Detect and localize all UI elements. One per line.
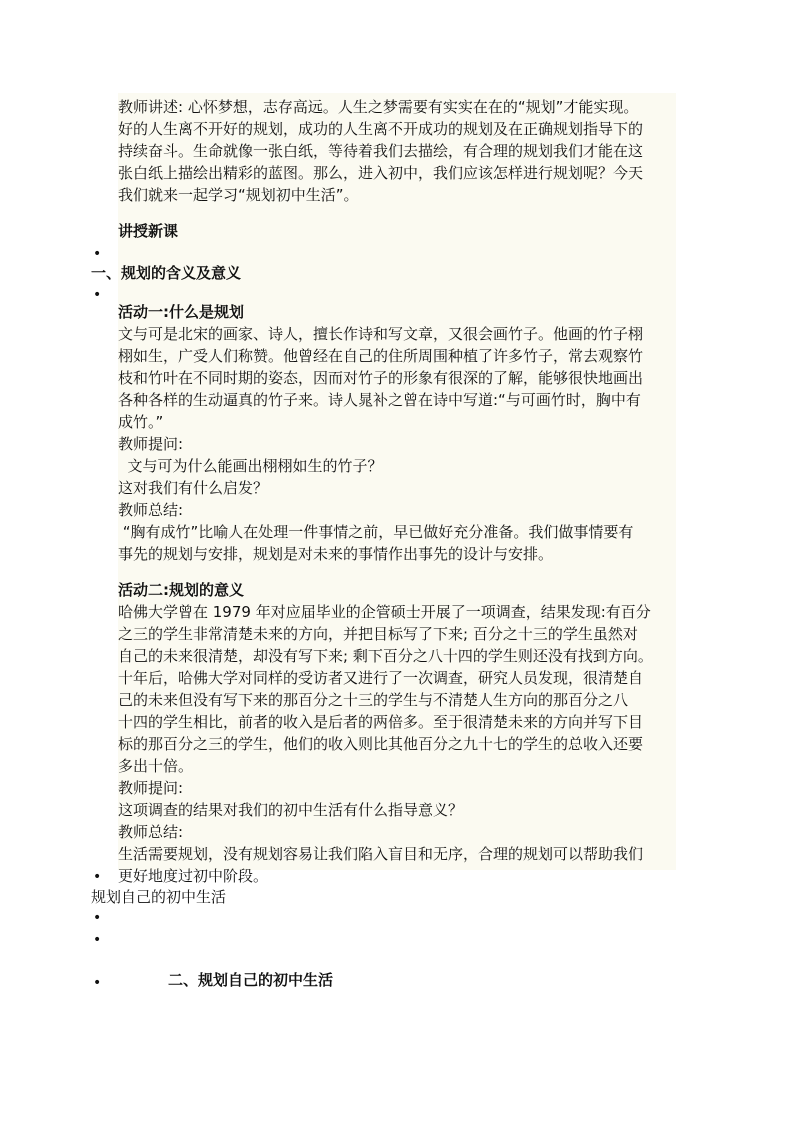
intro-line: 我们就来一起学习“规划初中生活”。 xyxy=(118,186,359,204)
section1-heading: 一、规划的含义及意义 xyxy=(91,264,242,282)
summary-line: “胸有成竹”比喻人在处理一件事情之前，早已做好充分准备。我们做事情要有 xyxy=(118,523,634,541)
teacher-summary-label: 教师总结: xyxy=(118,823,184,841)
activity2-story-line: 自己的未来很清楚，却没有写下来; 剩下百分之八十四的学生则还没有找到方向。 xyxy=(118,647,653,665)
question-text: 这项调查的结果对我们的初中生活有什么指导意义？ xyxy=(118,801,464,819)
activity2-story-line: 多出十倍。 xyxy=(118,757,194,775)
teacher-summary-label: 教师总结: xyxy=(118,501,184,519)
intro-line: 教师讲述: 心怀梦想，志存高远。人生之梦需要有实实在在的“规划”才能实现。 xyxy=(118,98,639,116)
summary-line: 生活需要规划，没有规划容易让我们陷入盲目和无序，合理的规划可以帮助我们 xyxy=(118,845,644,863)
intro-line: 好的人生离不开好的规划，成功的人生离不开成功的规划及在正确规划指导下的 xyxy=(118,120,644,138)
activity2-story-line: 之三的学生非常清楚未来的方向，并把目标写了下来; 百分之十三的学生虽然对 xyxy=(118,625,638,643)
section2-heading: 二、规划自己的初中生活 xyxy=(168,971,334,989)
intro-line: 张白纸上描绘出精彩的蓝图。那么，进入初中，我们应该怎样进行规划呢？今天 xyxy=(118,164,644,182)
bullet-marker xyxy=(93,291,101,299)
teacher-question-label: 教师提问: xyxy=(118,779,184,797)
plain-heading: 规划自己的初中生活 xyxy=(91,888,227,906)
activity2-story-line: 十四的学生相比，前者的收入是后者的两倍多。至于很清楚未来的方向并写下目 xyxy=(118,713,644,731)
bullet-marker xyxy=(93,250,101,258)
activity2-title: 活动二:规划的意义 xyxy=(118,581,244,599)
intro-line: 持续奋斗。生命就像一张白纸，等待着我们去描绘，有合理的规划我们才能在这 xyxy=(118,142,644,160)
new-lesson-heading: 讲授新课 xyxy=(118,222,179,240)
question-text: 这对我们有什么启发？ xyxy=(118,479,269,497)
activity1-story-line: 枝和竹叶在不同时期的姿态，因而对竹子的形象有很深的了解，能够很快地画出 xyxy=(118,369,644,387)
activity1-story-line: 成竹。” xyxy=(118,413,164,431)
summary-line: 更好地度过初中阶段。 xyxy=(118,867,269,885)
activity2-story-line: 己的未来但没有写下来的那百分之十三的学生与不清楚人生方向的那百分之八 xyxy=(118,691,629,709)
activity1-title: 活动一:什么是规划 xyxy=(118,303,244,321)
activity2-story-line: 十年后，哈佛大学对同样的受访者又进行了一次调查，研究人员发现，很清楚自 xyxy=(118,669,644,687)
teacher-question-label: 教师提问: xyxy=(118,435,184,453)
activity1-story-line: 栩如生，广受人们称赞。他曾经在自己的住所周围种植了许多竹子，常去观察竹 xyxy=(118,347,644,365)
summary-line: 事先的规划与安排，规划是对未来的事情作出事先的设计与安排。 xyxy=(118,545,554,563)
activity2-story-line: 哈佛大学曾在 1979 年对应届毕业的企管硕士开展了一项调查，结果发现:有百分 xyxy=(118,603,651,621)
activity1-story-line: 文与可是北宋的画家、诗人，擅长作诗和写文章，又很会画竹子。他画的竹子栩 xyxy=(118,325,644,343)
activity1-story-line: 各种各样的生动逼真的竹子来。诗人晁补之曾在诗中写道:“与可画竹时，胸中有 xyxy=(118,391,641,409)
bullet-marker xyxy=(93,979,101,987)
bullet-marker xyxy=(93,873,101,881)
activity2-story-line: 标的那百分之三的学生，他们的收入则比其他百分之九十七的学生的总收入还要 xyxy=(118,735,644,753)
lesson-text-block xyxy=(118,93,676,885)
question-text: 文与可为什么能画出栩栩如生的竹子？ xyxy=(118,457,383,475)
bullet-marker xyxy=(93,936,101,944)
bullet-marker xyxy=(93,914,101,922)
